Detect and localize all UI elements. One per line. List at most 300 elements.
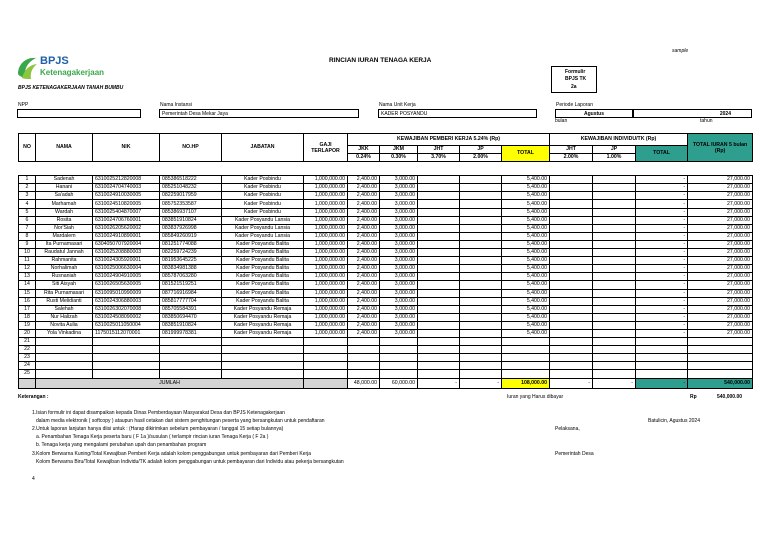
cell-ind-jht (550, 281, 593, 289)
cell-nik: 6310025208880003 (93, 249, 160, 257)
cell-ind-jp (593, 305, 636, 313)
cell-nohp: 083834981388 (160, 265, 222, 273)
cell-jabatan: Kader Posbindu (222, 208, 304, 216)
cell-empty (550, 362, 593, 370)
cell-iuran: 27,000.00 (688, 321, 753, 329)
cell-nik: 6310026302070008 (93, 305, 160, 313)
cell-gaji: 1,000,000.00 (304, 265, 348, 273)
totals-jkk: 48,000.00 (348, 378, 380, 388)
cell-jabatan: Kader Posyandu Lansia (222, 232, 304, 240)
cell-ind-jp (593, 232, 636, 240)
table-body (19, 176, 753, 378)
cell-nik: 6310024706760001 (93, 216, 160, 224)
cell-jp (460, 329, 502, 337)
cell-jht (418, 257, 460, 265)
cell-ind-jp (593, 176, 636, 184)
table-row-empty (19, 362, 753, 370)
cell-empty (36, 362, 93, 370)
cell-ind-jp (593, 265, 636, 273)
cell-jp (460, 289, 502, 297)
bulan-field[interactable]: Agustus (555, 109, 633, 118)
cell-ind-total: - (636, 200, 688, 208)
col-jabatan: JABATAN (222, 134, 304, 162)
cell-empty (502, 346, 550, 354)
cell-empty (36, 354, 93, 362)
cell-gaji: 1,000,000.00 (304, 273, 348, 281)
cell-ind-jht (550, 305, 593, 313)
table-row (19, 224, 753, 232)
cell-empty (418, 362, 460, 370)
cell-gaji: 1,000,000.00 (304, 249, 348, 257)
cell-jabatan: Kader Posyandu Balita (222, 257, 304, 265)
cell-jabatan: Kader Posyandu Lansia (222, 216, 304, 224)
cell-nik: 1175015112070001 (93, 329, 160, 337)
cell-jkm: 3,000.00 (380, 224, 418, 232)
cell-jkk: 2,400.00 (348, 224, 380, 232)
cell-empty (688, 338, 753, 346)
cell-ind-jp (593, 249, 636, 257)
tahun-label: tahun (700, 118, 713, 124)
cell-jkm: 3,000.00 (380, 192, 418, 200)
cell-empty (160, 346, 222, 354)
cell-empty (93, 354, 160, 362)
table-row (19, 232, 753, 240)
cell-jp (460, 305, 502, 313)
cell-nik: 6310025011050004 (93, 321, 160, 329)
totals-iuran: 540,000.00 (688, 378, 753, 388)
cell-empty (418, 354, 460, 362)
cell-ind-total: - (636, 240, 688, 248)
cell-jht (418, 176, 460, 184)
cell-jht (418, 305, 460, 313)
cell-jabatan: Kader Posyandu Balita (222, 249, 304, 257)
cell-empty (636, 354, 688, 362)
cell-jkk: 2,400.00 (348, 281, 380, 289)
cell-ind-jht (550, 257, 593, 265)
table-row-empty (19, 346, 753, 354)
cell-nama: Norhalimah (36, 265, 93, 273)
table-row-empty (19, 354, 753, 362)
cell-nama: Wardah (36, 208, 93, 216)
cell-gaji: 1,000,000.00 (304, 321, 348, 329)
table-row (19, 192, 753, 200)
cell-empty (222, 370, 304, 378)
table-row (19, 289, 753, 297)
cell-empty (304, 346, 348, 354)
cell-ind-jp (593, 273, 636, 281)
cell-iuran: 27,000.00 (688, 232, 753, 240)
cell-empty (348, 346, 380, 354)
table-row (19, 240, 753, 248)
cell-empty (160, 370, 222, 378)
cell-gaji: 1,000,000.00 (304, 208, 348, 216)
cell-empty (688, 354, 753, 362)
cell-nama: Sa'adah (36, 192, 93, 200)
cell-jkk: 2,400.00 (348, 240, 380, 248)
cell-empty (160, 338, 222, 346)
cell-jkk: 2,400.00 (348, 321, 380, 329)
cell-total: 5,400.00 (502, 289, 550, 297)
unit-label: Nama Unit Kerja (379, 102, 416, 108)
cell-empty (460, 370, 502, 378)
cell-nama: Sadenah (36, 176, 93, 184)
cell-ind-total: - (636, 329, 688, 337)
cell-total: 5,400.00 (502, 224, 550, 232)
table-row (19, 305, 753, 313)
cell-empty (502, 354, 550, 362)
col-individu-group: KEWAJIBAN INDIVIDU/TK (Rp) (550, 134, 688, 146)
cell-ind-total: - (636, 265, 688, 273)
col-jkk: JKK (348, 146, 380, 154)
cell-empty (460, 338, 502, 346)
cell-jkm: 3,000.00 (380, 232, 418, 240)
cell-empty (380, 354, 418, 362)
cell-iuran: 27,000.00 (688, 297, 753, 305)
cell-jkm: 3,000.00 (380, 281, 418, 289)
cell-nik: 6310025006630004 (93, 265, 160, 273)
cell-total: 5,400.00 (502, 240, 550, 248)
cell-nohp: 082259017959 (160, 192, 222, 200)
cell-jkm: 3,000.00 (380, 289, 418, 297)
cell-nama: Rusti Melidianti (36, 297, 93, 305)
cell-ind-jht (550, 216, 593, 224)
cell-empty (222, 362, 304, 370)
cell-total: 5,400.00 (502, 200, 550, 208)
note-2c: b. Tenaga kerja yang mengalami perubahan upah dan penambahan program (36, 442, 207, 448)
cell-empty (160, 354, 222, 362)
cell-ind-jht (550, 289, 593, 297)
cell-ind-jht (550, 208, 593, 216)
cell-ind-jht (550, 200, 593, 208)
rp-label: Rp (690, 394, 697, 400)
cell-jabatan: Kader Posyandu Remaja (222, 329, 304, 337)
cell-no: 6 (19, 216, 36, 224)
cell-jht (418, 216, 460, 224)
cell-jkm: 3,000.00 (380, 305, 418, 313)
cell-jkk: 2,400.00 (348, 257, 380, 265)
cell-ind-jht (550, 329, 593, 337)
cell-empty (380, 370, 418, 378)
cell-empty (160, 362, 222, 370)
cell-empty (593, 338, 636, 346)
cell-empty (304, 338, 348, 346)
cell-nik: 6304050707920004 (93, 240, 160, 248)
place-date: Batulicin, Agustus 2024 (648, 418, 700, 424)
cell-jabatan: Kader Posyandu Balita (222, 265, 304, 273)
cell-empty (550, 338, 593, 346)
cell-empty (222, 338, 304, 346)
cell-ind-jht (550, 176, 593, 184)
cell-empty (550, 346, 593, 354)
cell-jkk: 2,400.00 (348, 273, 380, 281)
col-no: NO (19, 134, 36, 162)
cell-jkm: 3,000.00 (380, 200, 418, 208)
cell-no: 23 (19, 354, 36, 362)
cell-iuran: 27,000.00 (688, 176, 753, 184)
cell-ind-jp (593, 184, 636, 192)
cell-iuran: 27,000.00 (688, 281, 753, 289)
cell-jkk: 2,400.00 (348, 208, 380, 216)
cell-nik: 6310024510820005 (93, 200, 160, 208)
cell-gaji: 1,000,000.00 (304, 184, 348, 192)
cell-empty (418, 370, 460, 378)
cell-jp (460, 321, 502, 329)
cell-gaji: 1,000,000.00 (304, 297, 348, 305)
bpjs-logo (16, 54, 136, 82)
cell-empty (593, 354, 636, 362)
cell-jp (460, 200, 502, 208)
cell-nama: Salehah (36, 305, 93, 313)
col-total-iuran: TOTAL IURAN 5 bulan (Rp) (688, 134, 753, 162)
cell-empty (502, 370, 550, 378)
cell-no: 4 (19, 200, 36, 208)
page-number: 4 (32, 476, 35, 482)
cell-nama: Ita Purnamasari (36, 240, 93, 248)
cell-no: 11 (19, 257, 36, 265)
npp-field[interactable] (17, 109, 141, 118)
cell-ind-total: - (636, 281, 688, 289)
cell-jht (418, 192, 460, 200)
cell-nik: 6310024305920001 (93, 257, 160, 265)
doc-title: RINCIAN IURAN TENAGA KERJA (329, 57, 432, 64)
cell-ind-total: - (636, 216, 688, 224)
cell-empty (93, 370, 160, 378)
cell-jabatan: Kader Posyandu Remaja (222, 305, 304, 313)
cell-ind-total: - (636, 321, 688, 329)
iuran-label: Iuran yang Harus dibayar (507, 394, 564, 400)
cell-ind-jp (593, 289, 636, 297)
col-ind-jht: JHT (550, 146, 593, 154)
periode-label: Periode Laporan (556, 102, 593, 108)
cell-empty (593, 346, 636, 354)
cell-nik: 6310025212820008 (93, 176, 160, 184)
cell-no: 10 (19, 249, 36, 257)
table-row (19, 208, 753, 216)
cell-no: 17 (19, 305, 36, 313)
note-2b: a. Penambahan Tenaga Kerja peserta baru ( F 1a )/susulan ( terlampir rincian iuran Tenaga Kerja ( F 2a ) (36, 434, 269, 440)
cell-jht (418, 329, 460, 337)
cell-jabatan: Kader Posbindu (222, 184, 304, 192)
cell-gaji: 1,000,000.00 (304, 329, 348, 337)
cell-nama: Yola Vinkadina (36, 329, 93, 337)
cell-total: 5,400.00 (502, 321, 550, 329)
cell-nik: 6310024910030005 (93, 192, 160, 200)
totals-ind-jht: - (550, 378, 593, 388)
logo-sub: Ketenagakerjaan (40, 68, 105, 77)
cell-empty (593, 370, 636, 378)
cell-gaji: 1,000,000.00 (304, 289, 348, 297)
totals-ind-jp: - (593, 378, 636, 388)
form-code: 2a (571, 84, 577, 90)
cell-nohp: 081953645225 (160, 257, 222, 265)
cell-jkk: 2,400.00 (348, 297, 380, 305)
cell-total: 5,400.00 (502, 273, 550, 281)
cell-empty (36, 346, 93, 354)
cell-nohp: 083851910824 (160, 216, 222, 224)
cell-nik: 6310024910890001 (93, 232, 160, 240)
table-row (19, 249, 753, 257)
cell-jkk: 2,400.00 (348, 184, 380, 192)
cell-empty (93, 362, 160, 370)
cell-jkm: 3,000.00 (380, 176, 418, 184)
table-row (19, 321, 753, 329)
cell-ind-jp (593, 257, 636, 265)
cell-ind-total: - (636, 232, 688, 240)
cell-total: 5,400.00 (502, 216, 550, 224)
cell-iuran: 27,000.00 (688, 329, 753, 337)
cell-gaji: 1,000,000.00 (304, 192, 348, 200)
cell-jkk: 2,400.00 (348, 200, 380, 208)
note-2a: 2.Untuk laporan lanjutan hanya diisi untuk : (Harap dikirimkan sebelum pembayaran / tanggal 15 setiap bulannya) (32, 426, 284, 432)
cell-total: 5,400.00 (502, 297, 550, 305)
cell-nama: Nor'Siah (36, 224, 93, 232)
cell-empty (550, 354, 593, 362)
cell-jabatan: Kader Posyandu Balita (222, 273, 304, 281)
cell-jp (460, 216, 502, 224)
instansi-field[interactable]: Pemerintah Desa Mekar Jaya (159, 109, 359, 118)
cell-ind-jp (593, 216, 636, 224)
cell-total: 5,400.00 (502, 232, 550, 240)
cell-total: 5,400.00 (502, 184, 550, 192)
totals-label: JUMLAH (36, 378, 304, 388)
cell-ind-jht (550, 192, 593, 200)
cell-jkk: 2,400.00 (348, 249, 380, 257)
cell-no: 24 (19, 362, 36, 370)
cell-nohp: 083851910824 (160, 321, 222, 329)
cell-no: 5 (19, 208, 36, 216)
cell-nohp: 085787063280 (160, 273, 222, 281)
cell-nohp: 087716916984 (160, 289, 222, 297)
logo-brand: BPJS (40, 55, 69, 67)
form-code-box (551, 66, 597, 93)
cell-total: 5,400.00 (502, 313, 550, 321)
cell-ind-total: - (636, 192, 688, 200)
cell-nik: 6310095010990009 (93, 289, 160, 297)
cell-nohp: 085251048232 (160, 184, 222, 192)
cell-empty (460, 346, 502, 354)
col-nama: NAMA (36, 134, 93, 162)
cell-iuran: 27,000.00 (688, 184, 753, 192)
cell-iuran: 27,000.00 (688, 224, 753, 232)
col-ind-jp: JP (593, 146, 636, 154)
cell-empty (688, 370, 753, 378)
unit-field[interactable]: KADER POSYANDU (378, 109, 537, 118)
note-1b: dalam media elektronik ( softcopy ) ataupun hasil cetakan dari sistem penghitungan peserta yang bersangkutan untuk pendaftaran (36, 418, 325, 424)
cell-jht (418, 297, 460, 305)
cell-jabatan: Kader Posyandu Balita (222, 289, 304, 297)
bulan-label: bulan (555, 118, 568, 124)
cell-jht (418, 281, 460, 289)
form-label-1: Formulir (565, 69, 586, 75)
cell-ind-jht (550, 240, 593, 248)
cell-iuran: 27,000.00 (688, 240, 753, 248)
col-nik: NIK (93, 134, 160, 162)
cell-ind-total: - (636, 257, 688, 265)
cell-empty (688, 346, 753, 354)
cell-jp (460, 232, 502, 240)
table-row (19, 313, 753, 321)
cell-jkm: 3,000.00 (380, 249, 418, 257)
cell-jht (418, 273, 460, 281)
cell-no: 16 (19, 297, 36, 305)
cell-total: 5,400.00 (502, 281, 550, 289)
cell-ind-total: - (636, 305, 688, 313)
keterangan-label: Keterangan : (18, 394, 49, 400)
tahun-field[interactable]: 2024 (633, 109, 752, 118)
cell-ind-total: - (636, 289, 688, 297)
cell-gaji: 1,000,000.00 (304, 281, 348, 289)
cell-ind-jp (593, 313, 636, 321)
cell-no: 2 (19, 184, 36, 192)
cell-no: 25 (19, 370, 36, 378)
table-row-empty (19, 338, 753, 346)
cell-ind-jht (550, 184, 593, 192)
cell-jkk: 2,400.00 (348, 216, 380, 224)
cell-total: 5,400.00 (502, 208, 550, 216)
cell-jht (418, 232, 460, 240)
cell-no: 9 (19, 240, 36, 248)
cell-nama: Hanani (36, 184, 93, 192)
cell-empty (304, 370, 348, 378)
col-jht-pct: 3.70% (418, 154, 460, 162)
cell-empty (93, 346, 160, 354)
cell-jht (418, 184, 460, 192)
cell-nik: 6310024704740003 (93, 184, 160, 192)
cell-jkk: 2,400.00 (348, 265, 380, 273)
cell-jp (460, 208, 502, 216)
cell-empty (502, 362, 550, 370)
cell-empty (460, 362, 502, 370)
cell-no: 13 (19, 273, 36, 281)
cell-ind-jht (550, 273, 593, 281)
cell-empty (418, 346, 460, 354)
cell-gaji: 1,000,000.00 (304, 257, 348, 265)
cell-ind-jp (593, 240, 636, 248)
cell-empty (636, 338, 688, 346)
cell-ind-jht (550, 232, 593, 240)
cell-total: 5,400.00 (502, 176, 550, 184)
cell-empty (636, 370, 688, 378)
cell-no: 12 (19, 265, 36, 273)
cell-jht (418, 249, 460, 257)
cell-iuran: 27,000.00 (688, 273, 753, 281)
cell-ind-jp (593, 297, 636, 305)
cell-gaji: 1,000,000.00 (304, 240, 348, 248)
table-row-empty (19, 370, 753, 378)
cell-total: 5,400.00 (502, 329, 550, 337)
cell-jp (460, 281, 502, 289)
cell-nik: 6310025404870007 (93, 208, 160, 216)
cell-no: 20 (19, 329, 36, 337)
cell-empty (348, 338, 380, 346)
cell-empty (550, 370, 593, 378)
cell-jabatan: Kader Posbindu (222, 176, 304, 184)
cell-nama: Mardalem (36, 232, 93, 240)
cell-gaji: 1,000,000.00 (304, 216, 348, 224)
cell-no: 8 (19, 232, 36, 240)
table-row (19, 216, 753, 224)
cell-jkm: 3,000.00 (380, 273, 418, 281)
cell-jkk: 2,400.00 (348, 313, 380, 321)
org-name: BPJS KETENAGAKERJAAN TANAH BUMBU (18, 85, 124, 91)
cell-nohp: 081999978381 (160, 329, 222, 337)
cell-jkm: 3,000.00 (380, 297, 418, 305)
cell-empty (304, 354, 348, 362)
pemerintah-label: Pemerintah Desa (555, 451, 594, 457)
cell-no: 3 (19, 192, 36, 200)
cell-nohp: 085386937107 (160, 208, 222, 216)
cell-gaji: 1,000,000.00 (304, 200, 348, 208)
